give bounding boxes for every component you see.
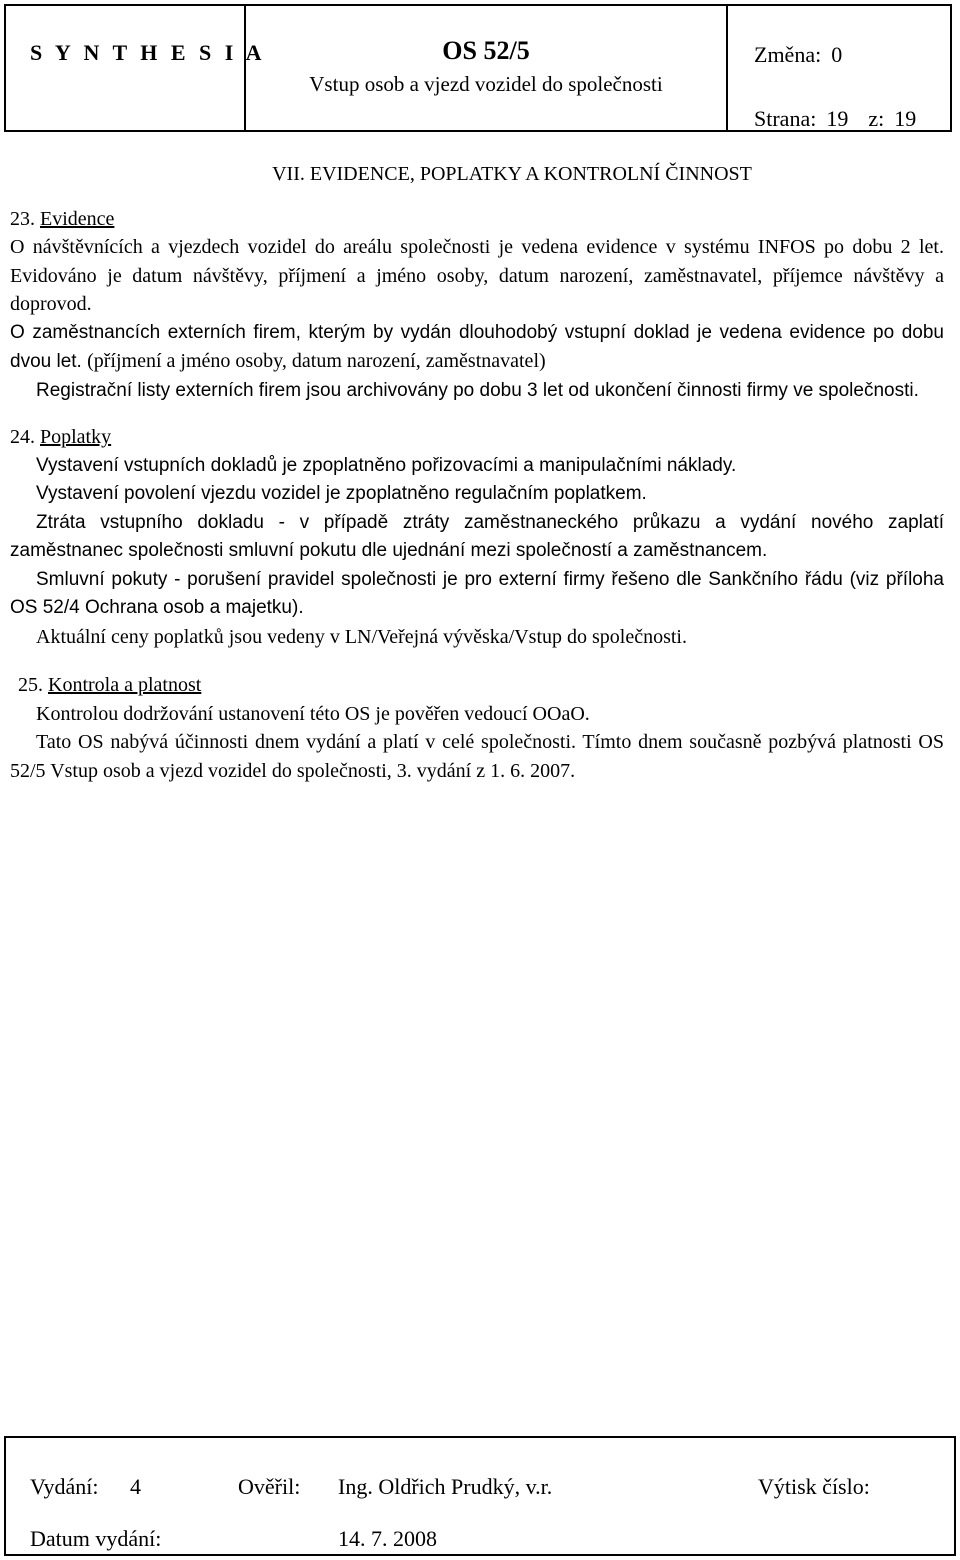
section-24-paragraph-5: Aktuální ceny poplatků jsou vedeny v LN/Veřejná vývěska/Vstup do společnosti. — [36, 625, 687, 648]
edition-label: Vydání: — [30, 1474, 99, 1499]
document-name: Vstup osob a vjezd vozidel do společnosti — [309, 72, 663, 96]
section-23-paragraph-2 — [10, 319, 944, 377]
copy-number-label: Výtisk číslo: — [758, 1474, 870, 1499]
verified-value: Ing. Oldřich Prudký, v.r. — [338, 1474, 553, 1499]
page-value: 19 — [826, 106, 849, 131]
change-label: Změna: — [754, 42, 822, 67]
company-name: S Y N T H E S I A — [30, 40, 266, 65]
of-label: z: — [868, 106, 885, 131]
header-company-cell — [6, 6, 266, 130]
section-24-paragraph-4: Smluvní pokuty - porušení pravidel společnosti je pro externí firmy řešeno dle Sankčního řádu (viz příloha OS 52/4 Ochrana osob a majetku). — [10, 568, 944, 618]
section-23-paragraph-2-note: (příjmení a jméno osoby, datum narození, zaměstnavatel) — [87, 350, 546, 372]
document-header — [4, 4, 952, 132]
section-24 — [10, 423, 944, 651]
chapter-title: VII. EVIDENCE, POPLATKY A KONTROLNÍ ČINNOST — [272, 163, 752, 185]
document-footer — [4, 1436, 956, 1556]
page-info — [754, 106, 916, 132]
header-document-cell — [246, 6, 728, 130]
page-label: Strana: — [754, 106, 817, 131]
section-24-paragraph-1: Vystavení vstupních dokladů je zpoplatněno pořizovacími a manipulačními náklady. — [36, 454, 737, 476]
section-24-paragraph-3: Ztráta vstupního dokladu - v případě ztráty zaměstnaneckého průkazu a vydání nového zaplatí zaměstnanec společnosti smluvní pokutu dle ujednání mezi společností a zaměstnancem. — [10, 511, 944, 561]
section-25-number: 25. — [18, 674, 43, 696]
section-25-paragraph-1: Kontrolou dodržování ustanovení této OS je pověřen vedoucí OOaO. — [36, 702, 590, 725]
document-code: OS 52/5 — [442, 36, 530, 65]
issue-date-label: Datum vydání: — [30, 1526, 162, 1551]
section-23-paragraph-2-text: O zaměstnancích externích firem, kterým by vydán dlouhodobý vstupní doklad je vedena evidence po dobu dvou let. — [10, 321, 944, 372]
section-23-number: 23. — [10, 207, 35, 230]
section-24-title: Poplatky — [40, 426, 112, 448]
of-value: 19 — [894, 106, 917, 131]
change-value: 0 — [831, 42, 843, 67]
section-25-paragraph-2: Tato OS nabývá účinnosti dnem vydání a platí v celé společnosti. Tímto dnem současně pozbývá platnosti OS 52/5 Vstup osob a vjezd vozidel do společnosti, 3. vydání z 1. 6. 2007. — [10, 731, 944, 782]
section-23-paragraph-1: O návštěvnících a vjezdech vozidel do areálu společnosti je vedena evidence v systému INFOS po dobu 2 let. Evidováno je datum návštěvy, příjmení a jméno osoby, datum narození, zaměstnavatel, příjemce návštěvy a doprovod. — [10, 236, 944, 315]
section-23 — [10, 205, 944, 406]
section-25-heading — [10, 671, 944, 700]
header-meta-cell — [728, 6, 950, 130]
section-23-title: Evidence — [40, 207, 115, 230]
section-24-number: 24. — [10, 426, 35, 448]
section-23-paragraph-3: Registrační listy externích firem jsou archivovány po dobu 3 let od ukončení činnosti firmy ve společnosti. — [36, 379, 919, 401]
document-body — [10, 160, 944, 785]
section-25 — [10, 671, 944, 785]
issue-date-value: 14. 7. 2008 — [338, 1526, 437, 1551]
edition-value: 4 — [130, 1474, 141, 1499]
section-24-paragraph-2: Vystavení povolení vjezdu vozidel je zpoplatněno regulačním poplatkem. — [36, 483, 647, 504]
section-24-heading — [10, 423, 944, 452]
section-23-heading — [10, 205, 944, 234]
section-25-title: Kontrola a platnost — [48, 674, 202, 696]
change-info — [754, 42, 842, 68]
verified-label: Ověřil: — [238, 1474, 301, 1499]
